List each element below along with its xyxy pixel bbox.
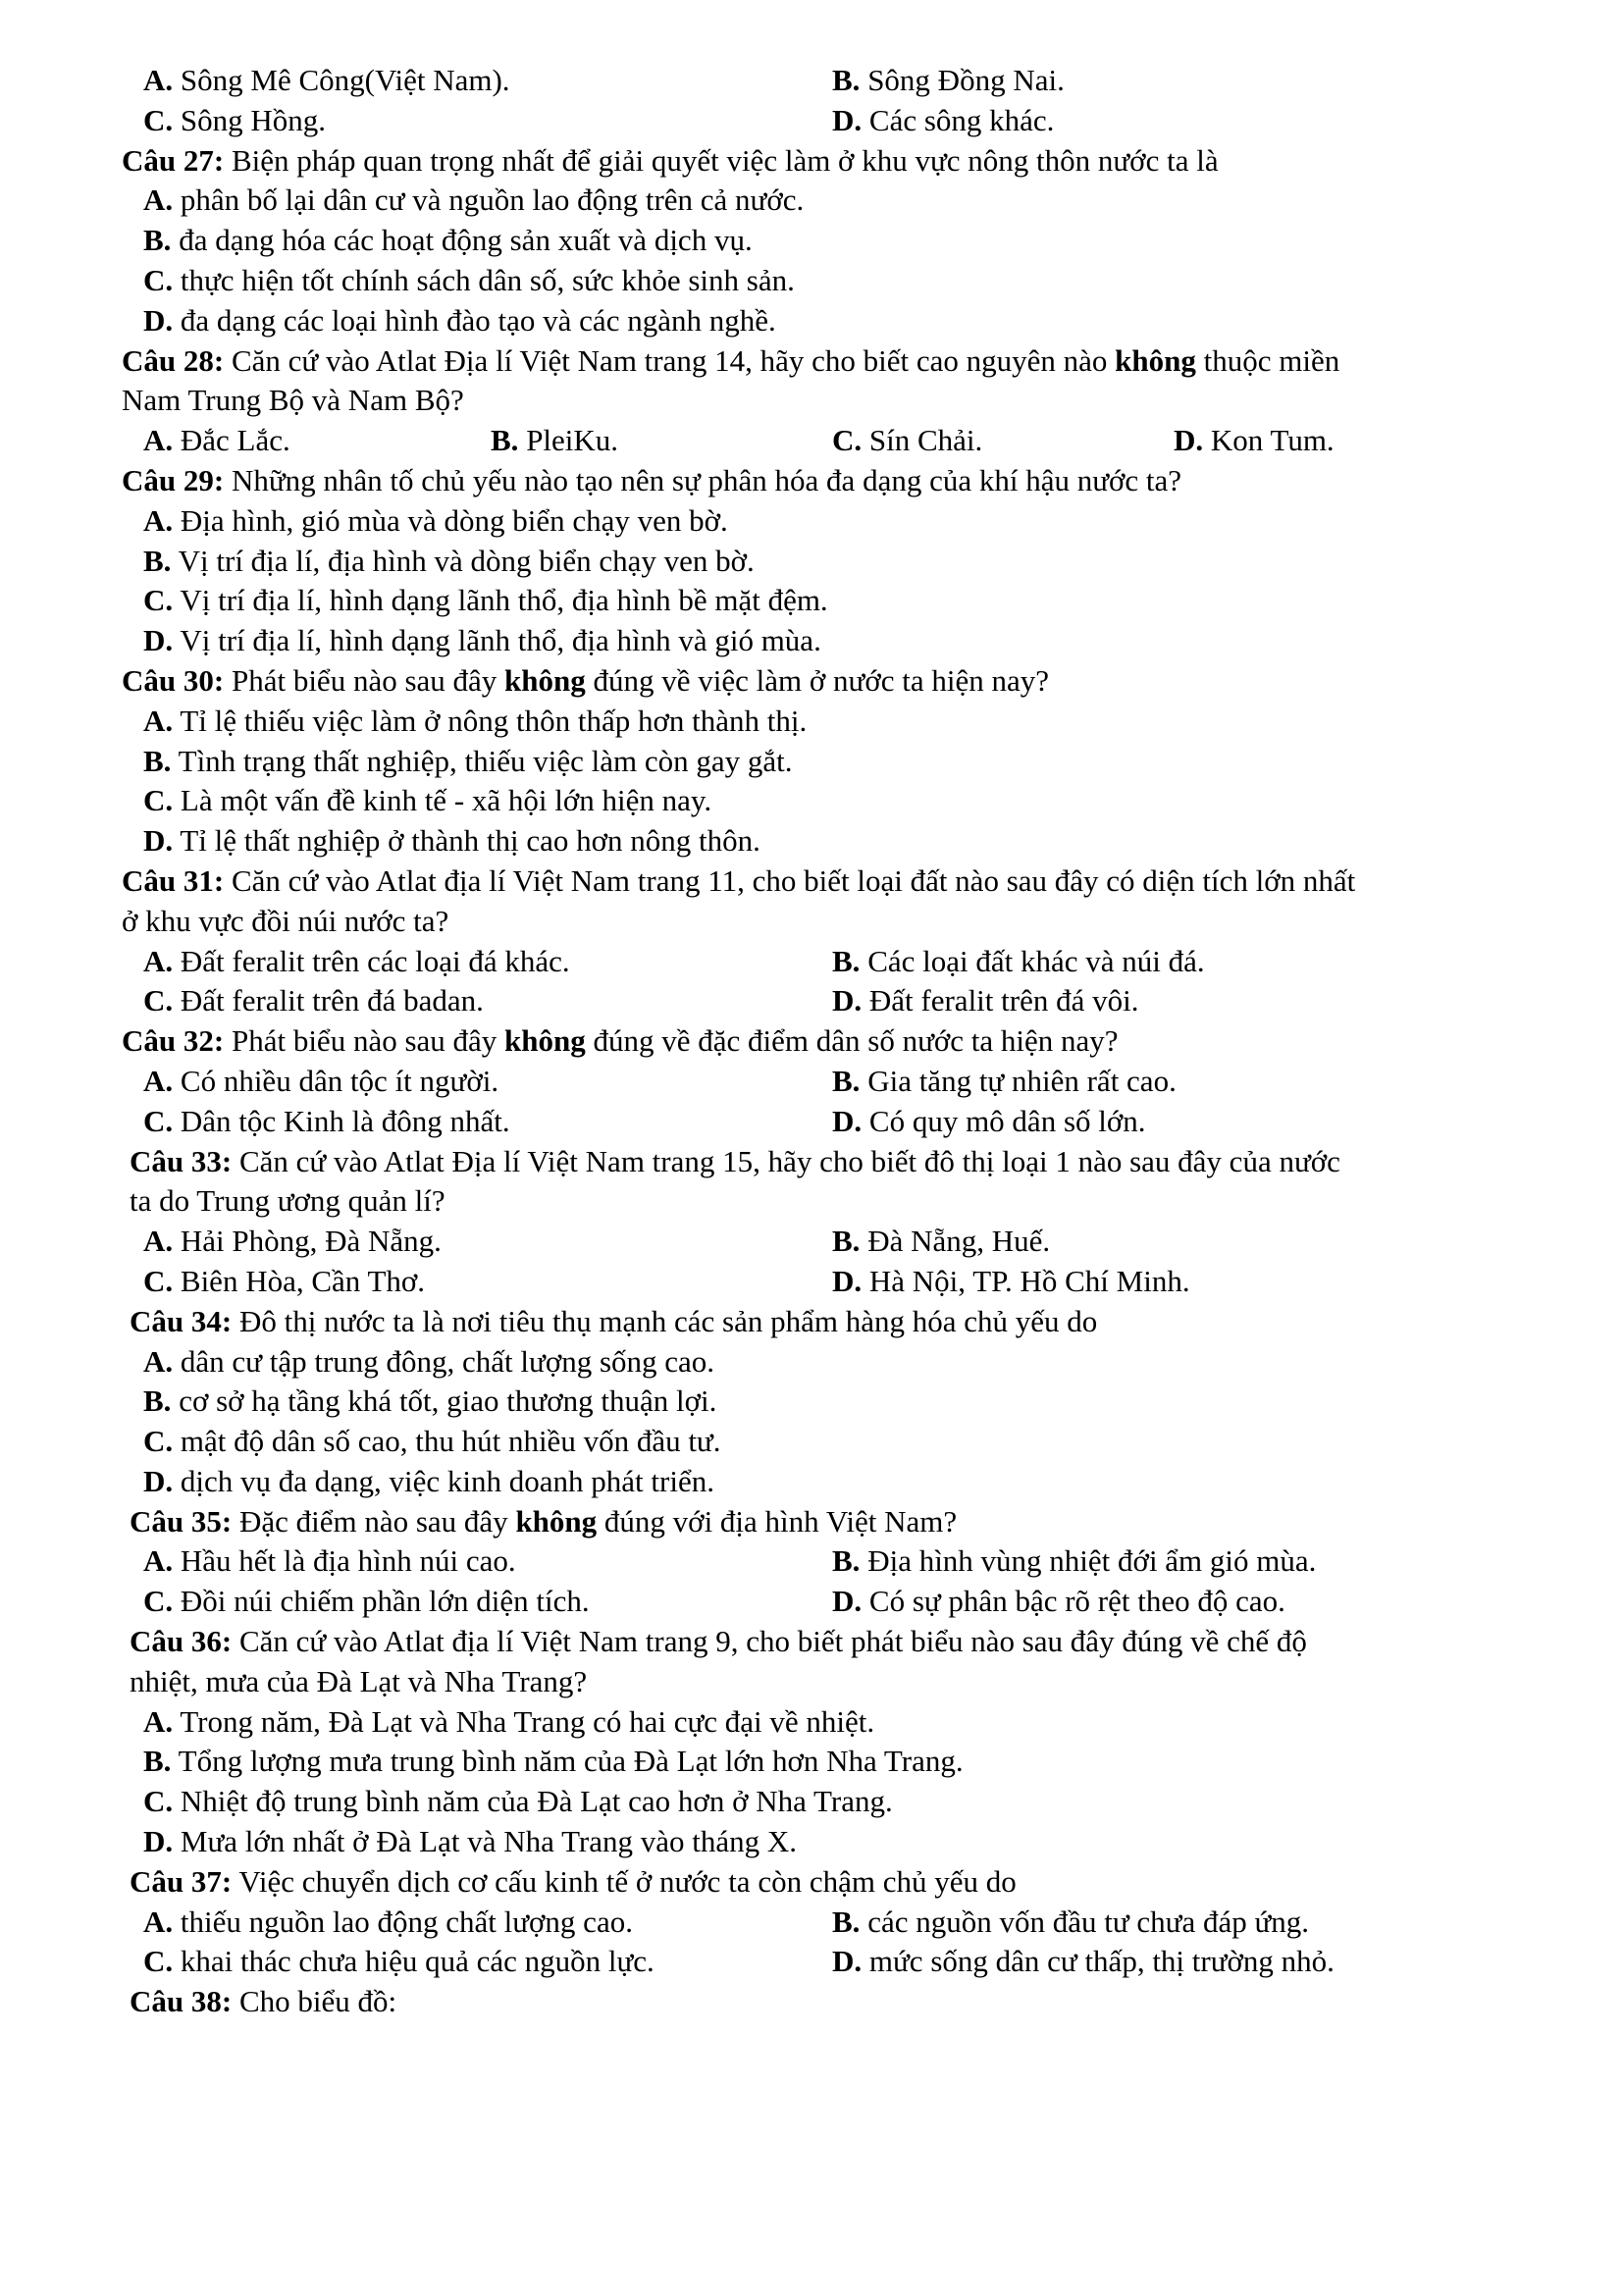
option-letter: B. — [491, 423, 519, 458]
answer-option[interactable] — [143, 61, 510, 100]
option-letter: D. — [143, 302, 174, 338]
option-letter: B. — [143, 743, 172, 778]
question-line — [0, 861, 1623, 902]
option-row — [0, 1903, 1623, 1943]
question-segment: Căn cứ vào Atlat địa lí Việt Nam trang 11, cho biết loại đất nào sau đây có diện tích lớn nhất — [224, 862, 1356, 898]
question-number: Câu 27: — [122, 142, 225, 178]
option-text: Địa hình, gió mùa và dòng biển chạy ven bờ. — [173, 502, 728, 538]
option-letter: C. — [143, 262, 174, 297]
question-number: Câu 34: — [130, 1303, 233, 1338]
answer-option[interactable] — [143, 1702, 874, 1742]
option-row — [0, 101, 1623, 141]
answer-option[interactable] — [832, 1222, 1050, 1261]
option-letter: D. — [832, 1103, 863, 1138]
question-line — [0, 1021, 1623, 1062]
emphasis-word: không — [504, 1023, 586, 1059]
answer-option[interactable] — [832, 1541, 1316, 1581]
answer-option[interactable] — [1174, 421, 1335, 460]
answer-option[interactable] — [143, 1582, 590, 1621]
question-text — [130, 1622, 1307, 1661]
option-letter: A. — [143, 943, 174, 978]
answer-option[interactable] — [143, 1062, 498, 1101]
option-text: Tình trạng thất nghiệp, thiếu việc làm còn gay gắt. — [171, 743, 793, 778]
option-row — [0, 1582, 1623, 1622]
option-row — [0, 181, 1623, 221]
question-line — [0, 141, 1623, 182]
option-text: thực hiện tốt chính sách dân số, sức khỏe sinh sản. — [173, 262, 795, 297]
question-line — [0, 1622, 1623, 1662]
question-text: ở khu vực đồi núi nước ta? — [122, 903, 449, 938]
option-text: Gia tăng tự nhiên rất cao. — [860, 1063, 1177, 1098]
option-letter: A. — [143, 1224, 174, 1259]
option-row — [0, 781, 1623, 821]
question-text — [130, 1502, 957, 1541]
option-text: Có sự phân bậc rõ rệt theo độ cao. — [862, 1584, 1285, 1619]
option-letter: C. — [832, 423, 863, 458]
question-line — [0, 1502, 1623, 1542]
question-line — [0, 461, 1623, 501]
option-row — [0, 221, 1623, 261]
option-letter: B. — [143, 543, 172, 578]
option-text: đa dạng hóa các hoạt động sản xuất và dịch vụ. — [171, 223, 753, 258]
answer-option[interactable] — [832, 942, 1205, 981]
option-letter: D. — [143, 823, 174, 859]
option-letter: C. — [143, 983, 174, 1018]
answer-option[interactable] — [832, 421, 982, 460]
question-continuation — [0, 902, 1623, 942]
option-text: Trong năm, Đà Lạt và Nha Trang có hai cực đại về nhiệt. — [173, 1703, 875, 1739]
option-letter: D. — [1174, 423, 1204, 458]
answer-option[interactable] — [143, 581, 828, 620]
option-letter: B. — [832, 943, 861, 978]
option-row — [0, 542, 1623, 582]
option-row — [0, 501, 1623, 542]
question-number: Câu 31: — [122, 862, 225, 898]
option-letter: A. — [143, 1063, 174, 1098]
option-row — [0, 1541, 1623, 1582]
question-line — [0, 1142, 1623, 1182]
question-line — [0, 1862, 1623, 1903]
option-text: dịch vụ đa dạng, việc kinh doanh phát triển. — [173, 1463, 714, 1498]
option-text: Vị trí địa lí, hình dạng lãnh thổ, địa hình bề mặt đệm. — [173, 583, 828, 618]
option-letter: D. — [832, 102, 863, 137]
answer-option[interactable] — [143, 781, 711, 820]
question-number: Câu 37: — [130, 1863, 233, 1899]
option-row — [0, 1342, 1623, 1383]
option-text: Hầu hết là địa hình núi cao. — [173, 1543, 516, 1579]
question-text — [130, 1862, 1017, 1902]
question-segment: Những nhân tố chủ yếu nào tạo nên sự phân hóa đa dạng của khí hậu nước ta? — [224, 462, 1182, 497]
option-text: Kon Tum. — [1203, 423, 1335, 458]
option-letter: B. — [832, 1063, 861, 1098]
question-number: Câu 36: — [130, 1624, 233, 1659]
option-row — [0, 1262, 1623, 1302]
question-text — [130, 1142, 1340, 1181]
option-row — [0, 621, 1623, 661]
option-letter: A. — [143, 183, 174, 218]
emphasis-word: không — [504, 662, 586, 698]
option-text: Địa hình vùng nhiệt đới ẩm gió mùa. — [860, 1543, 1317, 1579]
answer-option[interactable] — [143, 1742, 964, 1781]
option-letter: D. — [832, 1584, 863, 1619]
option-row — [0, 702, 1623, 742]
option-letter: A. — [143, 1703, 174, 1739]
option-letter: C. — [143, 102, 174, 137]
answer-option[interactable] — [143, 1382, 716, 1421]
option-row — [0, 61, 1623, 101]
question-number: Câu 33: — [130, 1143, 233, 1178]
question-text — [122, 861, 1355, 901]
option-row — [0, 301, 1623, 341]
option-text: Tỉ lệ thất nghiệp ở thành thị cao hơn nông thôn. — [173, 823, 760, 859]
option-letter: A. — [143, 1343, 174, 1379]
question-text — [122, 1021, 1119, 1061]
option-row — [0, 1462, 1623, 1502]
option-letter: A. — [143, 703, 174, 738]
question-number: Câu 30: — [122, 662, 225, 698]
question-number: Câu 28: — [122, 342, 225, 378]
answer-option[interactable] — [143, 501, 728, 541]
option-text: Sông Mê Công(Việt Nam). — [173, 63, 510, 97]
option-text: Đất feralit trên đá vôi. — [862, 983, 1139, 1018]
option-text: đa dạng các loại hình đào tạo và các ngành nghề. — [173, 302, 776, 338]
option-text: Vị trí địa lí, hình dạng lãnh thổ, địa hình và gió mùa. — [173, 623, 821, 658]
option-text: Có quy mô dân số lớn. — [862, 1103, 1146, 1138]
question-text — [130, 1982, 396, 2021]
option-text: mức sống dân cư thấp, thị trường nhỏ. — [862, 1944, 1335, 1979]
option-text: thiếu nguồn lao động chất lượng cao. — [173, 1904, 633, 1939]
option-letter: D. — [143, 623, 174, 658]
answer-option[interactable] — [143, 1541, 516, 1581]
question-segment: Căn cứ vào Atlat Địa lí Việt Nam trang 15, hãy cho biết đô thị loại 1 nào sau đây của nước — [232, 1143, 1340, 1178]
option-row — [0, 1382, 1623, 1422]
option-letter: A. — [143, 1904, 174, 1939]
question-text — [122, 461, 1181, 500]
option-letter: B. — [832, 1543, 861, 1579]
option-row — [0, 1222, 1623, 1262]
option-row — [0, 1102, 1623, 1142]
answer-option[interactable] — [143, 221, 753, 260]
option-text: dân cư tập trung đông, chất lượng sống cao. — [173, 1343, 715, 1379]
question-segment: Phát biểu nào sau đây — [224, 1023, 505, 1059]
option-text: Là một vấn đề kinh tế - xã hội lớn hiện nay. — [173, 783, 712, 818]
option-letter: C. — [143, 1103, 174, 1138]
option-text: Tổng lượng mưa trung bình năm của Đà Lạt lớn hơn Nha Trang. — [171, 1744, 964, 1779]
answer-option[interactable] — [143, 942, 570, 981]
answer-option[interactable] — [832, 61, 1065, 100]
option-letter: D. — [832, 1263, 863, 1298]
question-segment: Đô thị nước ta là nơi tiêu thụ mạnh các sản phẩm hàng hóa chủ yếu do — [232, 1303, 1098, 1338]
option-text: PleiKu. — [518, 423, 619, 458]
answer-option[interactable] — [143, 261, 795, 300]
option-row — [0, 1942, 1623, 1982]
option-letter: B. — [143, 1744, 172, 1779]
option-text: Hải Phòng, Đà Nẵng. — [173, 1224, 442, 1259]
option-text: Tỉ lệ thiếu việc làm ở nông thôn thấp hơn thành thị. — [173, 703, 808, 738]
question-segment: Biện pháp quan trọng nhất để giải quyết việc làm ở khu vực nông thôn nước ta là — [224, 142, 1219, 178]
option-letter: A. — [143, 423, 174, 458]
emphasis-word: không — [515, 1503, 598, 1539]
question-number: Câu 35: — [130, 1503, 233, 1539]
answer-option[interactable] — [143, 1782, 893, 1821]
option-letter: C. — [143, 583, 174, 618]
question-segment: Việc chuyển dịch cơ cấu kinh tế ở nước ta còn chậm chủ yếu do — [232, 1863, 1017, 1899]
option-text: khai thác chưa hiệu quả các nguồn lực. — [173, 1944, 654, 1979]
option-row — [0, 981, 1623, 1021]
option-row — [0, 742, 1623, 782]
question-number: Câu 32: — [122, 1023, 225, 1059]
option-text: Đất feralit trên các loại đá khác. — [173, 943, 570, 978]
question-segment: đúng về đặc điểm dân số nước ta hiện nay? — [585, 1023, 1119, 1059]
answer-option[interactable] — [143, 1262, 425, 1301]
option-letter: C. — [143, 1944, 174, 1979]
question-number: Câu 38: — [130, 1984, 233, 2019]
option-letter: C. — [143, 1424, 174, 1459]
option-row — [0, 421, 1623, 461]
option-letter: C. — [143, 1263, 174, 1298]
option-row — [0, 942, 1623, 982]
option-letter: C. — [143, 783, 174, 818]
option-text: Mưa lớn nhất ở Đà Lạt và Nha Trang vào tháng X. — [173, 1824, 798, 1859]
option-row — [0, 1822, 1623, 1862]
answer-option[interactable] — [143, 101, 326, 140]
answer-option[interactable] — [143, 1903, 633, 1942]
option-letter: B. — [832, 1224, 861, 1259]
question-segment: Căn cứ vào Atlat Địa lí Việt Nam trang 14, hãy cho biết cao nguyên nào — [224, 342, 1116, 378]
option-text: Đà Nẵng, Huế. — [860, 1224, 1051, 1259]
option-text: Đồi núi chiếm phần lớn diện tích. — [173, 1584, 590, 1619]
answer-option[interactable] — [143, 1102, 510, 1141]
answer-option[interactable] — [832, 1102, 1146, 1141]
question-segment: thuộc miền — [1195, 342, 1340, 378]
answer-option[interactable] — [832, 1262, 1190, 1301]
option-letter: D. — [832, 983, 863, 1018]
answer-option[interactable] — [143, 1422, 721, 1461]
option-text: Sín Chải. — [862, 423, 983, 458]
answer-option[interactable] — [143, 181, 804, 220]
answer-option[interactable] — [832, 1903, 1309, 1942]
question-segment: Cho biểu đồ: — [232, 1984, 397, 2019]
option-row — [0, 1742, 1623, 1782]
emphasis-word: không — [1115, 342, 1196, 378]
question-continuation — [0, 1181, 1623, 1222]
question-text: Nam Trung Bộ và Nam Bộ? — [122, 383, 464, 418]
answer-option[interactable] — [143, 1942, 654, 1981]
question-text — [122, 341, 1339, 381]
option-row — [0, 1782, 1623, 1822]
option-text: Các sông khác. — [862, 102, 1055, 137]
question-continuation — [0, 381, 1623, 421]
option-letter: A. — [143, 1543, 174, 1579]
option-text: Có nhiều dân tộc ít người. — [173, 1063, 499, 1098]
question-segment: Căn cứ vào Atlat địa lí Việt Nam trang 9, cho biết phát biểu nào sau đây đúng về chế độ — [232, 1624, 1307, 1659]
option-text: Biên Hòa, Cần Thơ. — [173, 1263, 426, 1298]
option-text: mật độ dân số cao, thu hút nhiều vốn đầu tư. — [173, 1424, 721, 1459]
question-text — [130, 1302, 1097, 1341]
option-text: Đất feralit trên đá badan. — [173, 983, 484, 1018]
exam-page — [0, 61, 1623, 2022]
option-text: Sông Đồng Nai. — [860, 63, 1065, 97]
answer-option[interactable] — [143, 821, 760, 861]
question-continuation — [0, 1662, 1623, 1702]
answer-option[interactable] — [143, 1342, 714, 1382]
option-text: Dân tộc Kinh là đông nhất. — [173, 1103, 510, 1138]
question-line — [0, 1982, 1623, 2022]
answer-option[interactable] — [832, 1942, 1335, 1981]
answer-option[interactable] — [143, 1822, 797, 1861]
answer-option[interactable] — [143, 981, 484, 1020]
option-text: Hà Nội, TP. Hồ Chí Minh. — [862, 1263, 1190, 1298]
answer-option[interactable] — [143, 702, 807, 741]
answer-option[interactable] — [143, 1462, 714, 1501]
question-text: ta do Trung ương quản lí? — [130, 1183, 445, 1219]
question-segment: Đặc điểm nào sau đây — [232, 1503, 516, 1539]
answer-option[interactable] — [832, 1062, 1177, 1101]
question-number: Câu 29: — [122, 462, 225, 497]
option-letter: B. — [143, 1383, 172, 1419]
option-text: Vị trí địa lí, địa hình và dòng biển chạy ven bờ. — [171, 543, 755, 578]
option-row — [0, 1702, 1623, 1743]
question-text — [122, 661, 1049, 701]
option-row — [0, 821, 1623, 861]
option-letter: B. — [832, 63, 861, 97]
answer-option[interactable] — [143, 742, 792, 781]
option-row — [0, 261, 1623, 301]
question-text: nhiệt, mưa của Đà Lạt và Nha Trang? — [130, 1663, 588, 1698]
answer-option[interactable] — [491, 421, 618, 460]
answer-option[interactable] — [143, 621, 821, 660]
question-line — [0, 1302, 1623, 1342]
option-letter: A. — [143, 502, 174, 538]
option-letter: D. — [143, 1463, 174, 1498]
option-row — [0, 1422, 1623, 1462]
answer-option[interactable] — [832, 101, 1054, 140]
option-row — [0, 581, 1623, 621]
option-text: Đắc Lắc. — [173, 423, 290, 458]
option-letter: B. — [143, 223, 172, 258]
question-line — [0, 341, 1623, 382]
question-text — [122, 141, 1219, 181]
option-text: cơ sở hạ tầng khá tốt, giao thương thuận lợi. — [171, 1383, 717, 1419]
option-row — [0, 1062, 1623, 1102]
option-letter: C. — [143, 1584, 174, 1619]
option-letter: A. — [143, 63, 174, 97]
option-text: Nhiệt độ trung bình năm của Đà Lạt cao hơn ở Nha Trang. — [173, 1784, 893, 1819]
option-letter: C. — [143, 1784, 174, 1819]
answer-option[interactable] — [832, 1582, 1285, 1621]
question-line — [0, 661, 1623, 702]
question-segment: Phát biểu nào sau đây — [224, 662, 505, 698]
answer-option[interactable] — [832, 981, 1138, 1020]
option-text: Sông Hồng. — [173, 102, 327, 137]
answer-option[interactable] — [143, 421, 290, 460]
answer-option[interactable] — [143, 301, 776, 340]
option-letter: D. — [143, 1824, 174, 1859]
option-letter: D. — [832, 1944, 863, 1979]
option-text: các nguồn vốn đầu tư chưa đáp ứng. — [860, 1904, 1310, 1939]
answer-option[interactable] — [143, 1222, 442, 1261]
answer-option[interactable] — [143, 542, 755, 581]
option-text: Các loại đất khác và núi đá. — [860, 943, 1205, 978]
option-text: phân bố lại dân cư và nguồn lao động trên cả nước. — [173, 183, 805, 218]
question-segment: đúng về việc làm ở nước ta hiện nay? — [585, 662, 1050, 698]
option-letter: B. — [832, 1904, 861, 1939]
question-segment: đúng với địa hình Việt Nam? — [597, 1503, 958, 1539]
